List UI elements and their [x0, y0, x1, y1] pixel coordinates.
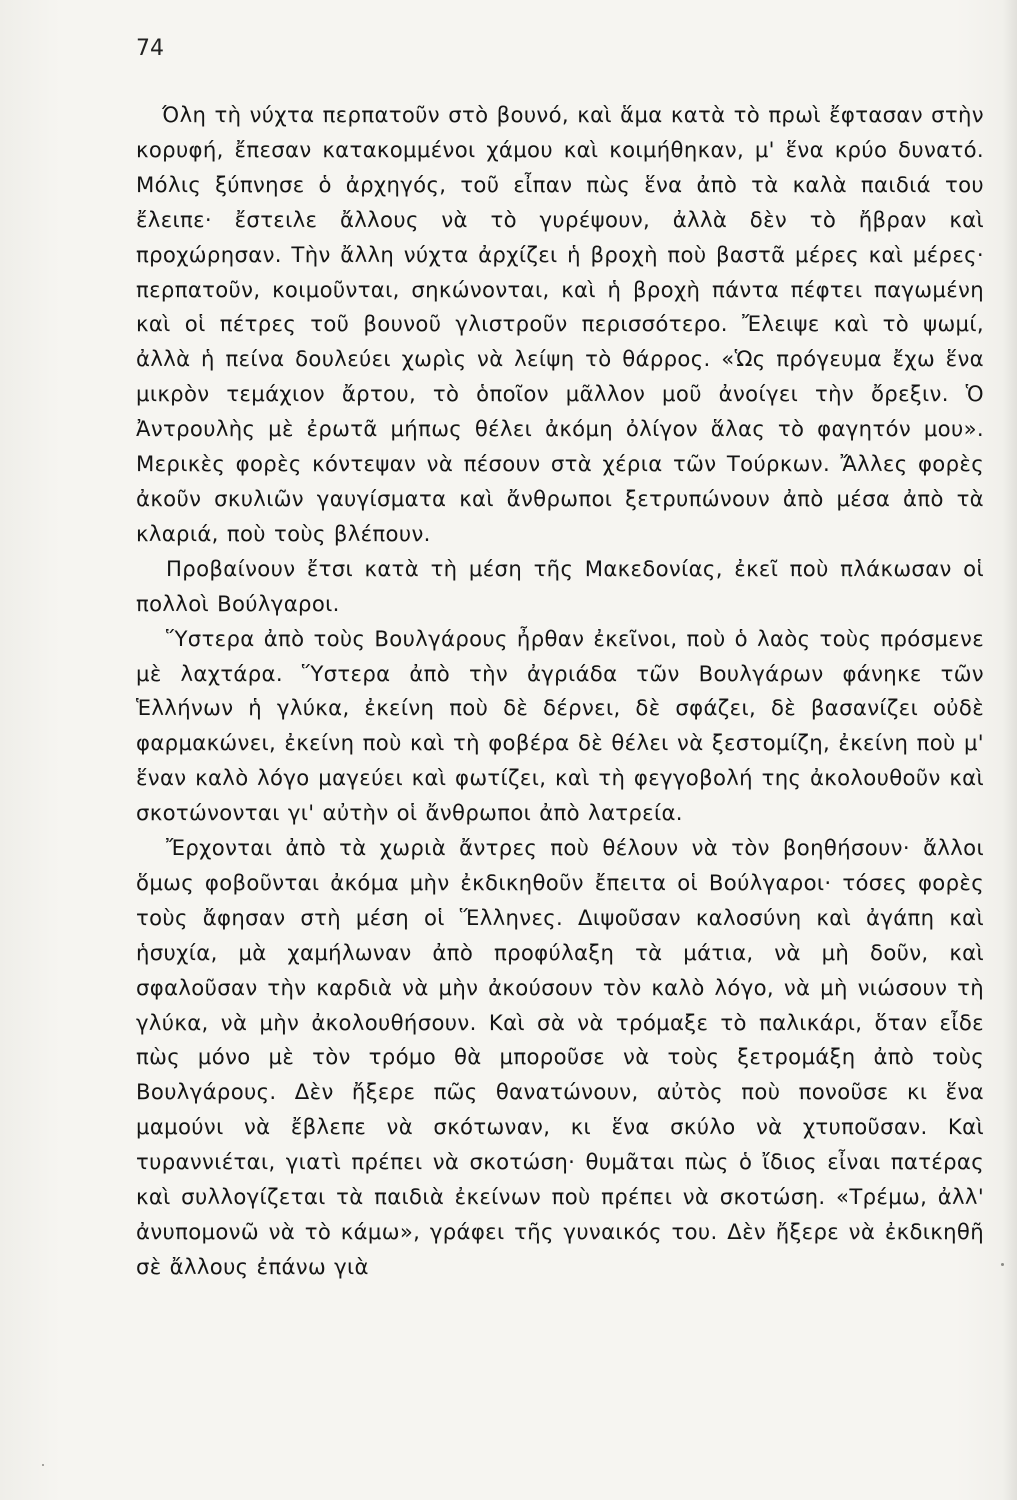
body-text	[136, 98, 984, 1285]
paragraph-2: Προβαίνουν ἔτσι κατὰ τὴ μέση τῆς Μακεδονίας, ἐκεῖ ποὺ πλάκωσαν οἱ πολλοὶ Βούλγαροι.	[136, 555, 984, 616]
page-number: 74	[136, 36, 164, 61]
page-edge-shadow	[1003, 0, 1017, 1500]
paragraph-3: Ὕστερα ἀπὸ τοὺς Βουλγάρους ἦρθαν ἐκεῖνοι, ποὺ ὁ λαὸς τοὺς πρόσμενε μὲ λαχτάρα. Ὕστερα ἀπὸ τὴν ἀγριάδα τῶν Βουλγάρων φάνηκε τῶν Ἑλλήνων ἡ γλύκα, ἐκείνη ποὺ δὲ δέρνει, δὲ σφάζει, δὲ βασανίζει οὐδὲ φαρμακώνει, ἐκείνη ποὺ καὶ τὴ φοβέρα δὲ θέλει νὰ ξεστομίζη, ἐκείνη ποὺ μ' ἕναν καλὸ λόγο μαγεύει καὶ φωτίζει, καὶ τὴ φεγγοβολή της ἀκολουθοῦν καὶ σκοτώνονται γι' αὐτὴν οἱ ἄνθρωποι ἀπὸ λατρεία.	[136, 625, 984, 826]
paragraph-4: Ἔρχονται ἀπὸ τὰ χωριὰ ἄντρες ποὺ θέλουν νὰ τὸν βοηθήσουν· ἄλλοι ὅμως φοβοῦνται ἀκόμα μὴν ἐκδικηθοῦν ἔπειτα οἱ Βούλγαροι· τόσες φορὲς τοὺς ἄφησαν στὴ μέση οἱ Ἕλληνες. Διψοῦσαν καλοσύνη καὶ ἀγάπη καὶ ἡσυχία, μὰ χαμήλωναν ἀπὸ προφύλαξη τὰ μάτια, νὰ μὴ δοῦν, καὶ σφαλοῦσαν τὴν καρδιὰ νὰ μὴν ἀκούσουν τὸν καλὸ λόγο, νὰ μὴ νιώσουν τὴ γλύκα, νὰ μὴν ἀκολουθήσουν. Καὶ σὰ νὰ τρόμαξε τὸ παλικάρι, ὅταν εἶδε πὼς μόνο μὲ τὸν τρόμο θὰ μποροῦσε νὰ τοὺς ξετρομάξη ἀπὸ τοὺς Βουλγάρους. Δὲν ἤξερε πῶς θανατώνουν, αὐτὸς ποὺ πονοῦσε κι ἕνα μαμούνι νὰ ἔβλεπε νὰ σκότωναν, κι ἕνα σκύλο νὰ χτυποῦσαν. Καὶ τυραννιέται, γιατὶ πρέπει νὰ σκοτώση· θυμᾶται πὼς ὁ ἴδιος εἶναι πατέρας καὶ συλλογίζεται τὰ παιδιὰ ἐκείνων ποὺ πρέπει νὰ σκοτώση. «Τρέμω, ἀλλ' ἀνυπομονῶ νὰ τὸ κάμω», γράφει τῆς γυναικός του. Δὲν ἤξερε νὰ ἐκδικηθῆ σὲ ἄλλους ἐπάνω γιὰ	[136, 835, 984, 1279]
scan-speck	[42, 1464, 44, 1466]
paragraph-1: Όλη τὴ νύχτα περπατοῦν στὸ βουνό, καὶ ἅμα κατὰ τὸ πρωὶ ἔφτασαν στὴν κορυφή, ἔπεσαν κατακομμένοι χάμου καὶ κοιμήθηκαν, μ' ἕνα κρύο δυνατό. Μόλις ξύπνησε ὁ ἀρχηγός, τοῦ εἶπαν πὼς ἕνα ἀπὸ τὰ καλὰ παιδιά του ἔλειπε· ἔστειλε ἄλλους νὰ τὸ γυρέψουν, ἀλλὰ δὲν τὸ ἤβραν καὶ προχώρησαν. Τὴν ἄλλη νύχτα ἀρχίζει ἡ βροχὴ ποὺ βαστᾶ μέρες καὶ μέρες· περπατοῦν, κοιμοῦνται, σηκώνονται, καὶ ἡ βροχὴ πάντα πέφτει παγωμένη καὶ οἱ πέτρες τοῦ βουνοῦ γλιστροῦν περισσότερο. Ἔλειψε καὶ τὸ ψωμί, ἀλλὰ ἡ πείνα δουλεύει χωρὶς νὰ λείψη τὸ θάρρος. «Ὡς πρόγευμα ἔχω ἕνα μικρὸν τεμάχιον ἄρτου, τὸ ὁποῖον μᾶλλον μοῦ ἀνοίγει τὴν ὄρεξιν. Ὁ Ἀντρουλὴς μὲ ἐρωτᾶ μήπως θέλει ἀκόμη ὀλίγον ἅλας τὸ φαγητόν μου». Μερικὲς φορὲς κόντεψαν νὰ πέσουν στὰ χέρια τῶν Τούρκων. Ἄλλες φορὲς ἀκοῦν σκυλιῶν γαυγίσματα καὶ ἄνθρωποι ξετρυπώνουν ἀπὸ μέσα ἀπὸ τὰ κλαριά, ποὺ τοὺς βλέπουν.	[136, 102, 984, 546]
